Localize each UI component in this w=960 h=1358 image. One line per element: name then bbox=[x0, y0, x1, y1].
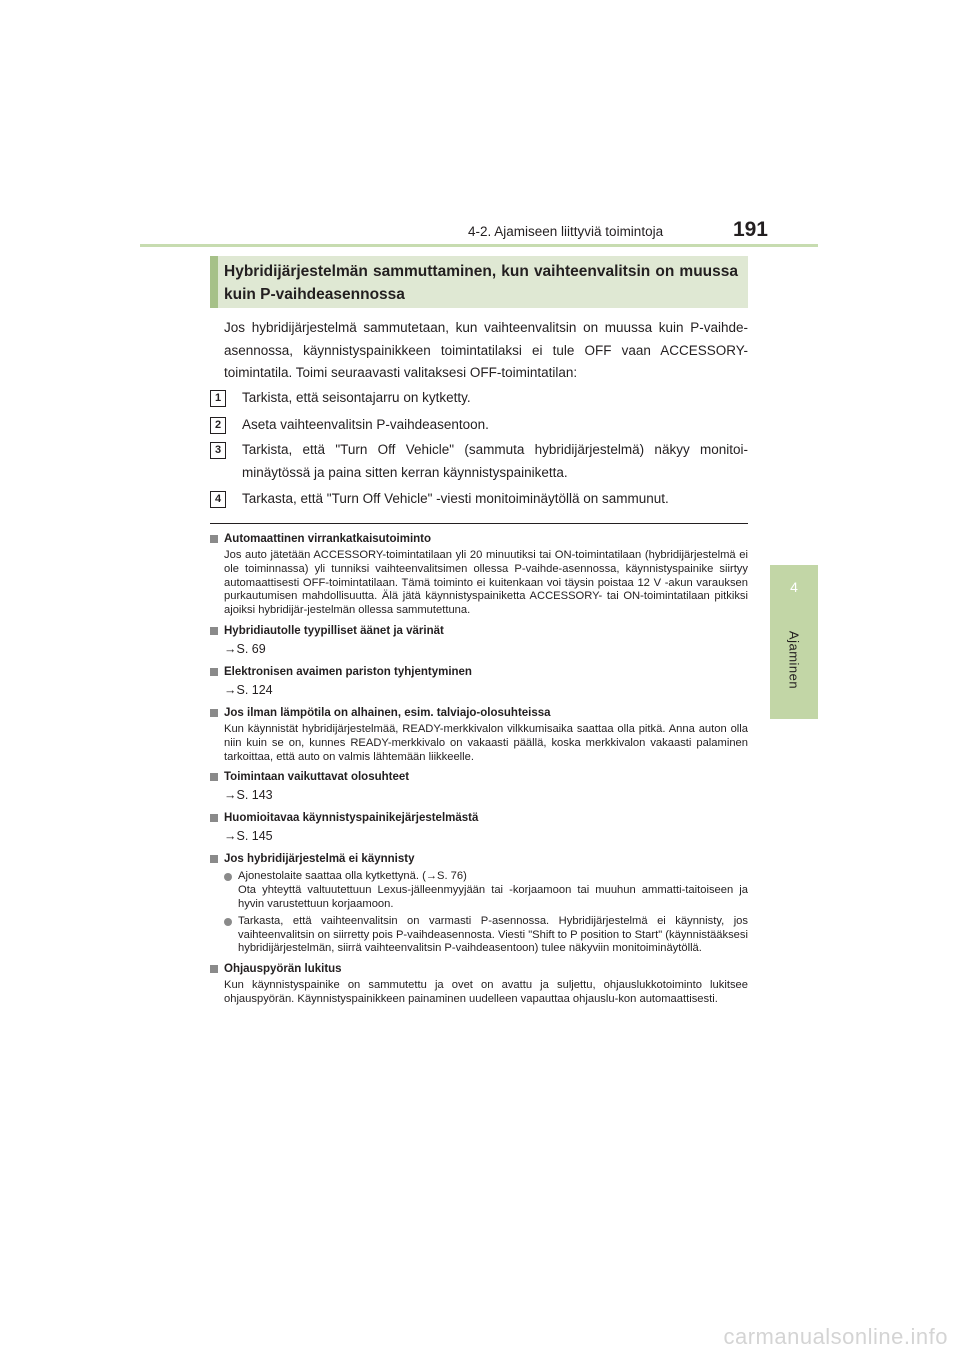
square-bullet-icon bbox=[210, 709, 218, 717]
note-title: Toimintaan vaikuttavat olosuhteet bbox=[224, 771, 410, 784]
page-reference-link[interactable]: →S. 145 bbox=[224, 829, 273, 844]
square-bullet-icon bbox=[210, 855, 218, 863]
chapter-title: 4-2. Ajamiseen liittyviä toimintoja bbox=[468, 224, 664, 239]
section-title: Hybridijärjestelmän sammuttaminen, kun vaihteenvalitsin on muussa kuin P-vaihdeasennossa bbox=[224, 263, 738, 303]
step-text: Tarkasta, että "Turn Off Vehicle" -viesti monitoiminäytöllä on sammunut. bbox=[242, 491, 669, 506]
step-text: Tarkista, että "Turn Off Vehicle" (sammuta hybridijärjestelmä) näkyy monitoi-minäytössä ja paina sitten kerran käynnistyspainiketta. bbox=[242, 442, 748, 480]
step-number: 3 bbox=[210, 442, 226, 459]
note-body: Kun käynnistät hybridijärjestelmää, READY-merkkivalon vilkkumisaika saattaa olla pitkä. Anna auton olla niin kuin se on, kunnes READY-merkkivalo on vakaasti päällä, koska merkkivalon vakaasti palaminen tarkoittaa, että auto on valmis lähtemään liikkeelle. bbox=[224, 722, 748, 763]
note-title: Jos hybridijärjestelmä ei käynnisty bbox=[224, 853, 415, 866]
header-rule bbox=[140, 244, 818, 247]
round-bullet-icon bbox=[224, 873, 232, 881]
chapter-number: 4 bbox=[790, 579, 798, 595]
note-key-battery bbox=[210, 664, 748, 700]
note-hybrid-not-starting bbox=[210, 851, 748, 956]
note-body: Kun käynnistyspainike on sammutettu ja ovet on avattu ja suljettu, ohjauslukkotoiminto lukitsee ohjauspyörän. Käynnistyspainikkeen painaminen uudelleen vapauttaa ohjauslu-kon automaattisesti. bbox=[224, 979, 748, 1005]
section-heading-box bbox=[210, 256, 748, 308]
note-sub-bullet bbox=[210, 870, 748, 911]
note-title: Hybridiautolle tyypilliset äänet ja värinät bbox=[224, 624, 444, 637]
note-title: Jos ilman lämpötila on alhainen, esim. talviajo-olosuhteissa bbox=[224, 706, 551, 719]
section-intro: Jos hybridijärjestelmä sammutetaan, kun vaihteenvalitsin on muussa kuin P-vaihde-asennossa, käynnistyspainikkeen toimintatilaksi ei tule OFF vaan ACCESSORY-toimintatila. Toimi seuraavasti valitaksesi OFF-toimintatilan: bbox=[224, 320, 748, 380]
step-number: 1 bbox=[210, 390, 226, 407]
step-text: Tarkista, että seisontajarru on kytketty. bbox=[242, 390, 471, 405]
step-number: 4 bbox=[210, 491, 226, 508]
page-number: 191 bbox=[732, 218, 768, 241]
page-reference-link[interactable]: →S. 124 bbox=[224, 682, 273, 697]
note-auto-power-off bbox=[210, 531, 748, 618]
note-steering-lock bbox=[210, 961, 748, 1007]
note-body: Jos auto jätetään ACCESSORY-toimintatilaan yli 20 minuutiksi tai ON-toimintatilaan (hybridijärjestelmä ei ole toiminnassa) yli tunniksi vaihteenvalitsimen ollessa P-vaihde-asennossa, käynnistyspainike siirtyy automaattisesti OFF-toimintatilaan. Tämä toiminto ei kuitenkaan voi täysin poistaa 12 V -akun varauksen purkautumisen mahdollisuutta. Älä jätä käynnistyspainiketta ACCESSORY- tai ON-toimintatilaan pitkiksi ajoiksi hybridijär-jestelmän ollessa sammutettuna. bbox=[224, 549, 748, 617]
notes-divider bbox=[210, 523, 748, 524]
note-hybrid-sounds bbox=[210, 623, 748, 659]
notes-list bbox=[210, 531, 748, 1012]
square-bullet-icon bbox=[210, 773, 218, 781]
sub-bullet-text: Tarkasta, että vaihteenvalitsin on varmasti P-asennossa. Hybridijärjestelmä ei käynnisty, jos vaihteenvalitsin on siirretty pois P-vaihdeasennosta. Viesti "Shift to P position to Start" (käynnistääksesi hybridijärjestelmän, siirrä vaihteenvalitsin P-vaihdeasentoon) tulee näkyviin monitoiminäytöllä. bbox=[238, 914, 748, 955]
note-push-start-system bbox=[210, 810, 748, 846]
round-bullet-icon bbox=[224, 918, 232, 926]
note-cold-weather bbox=[210, 705, 748, 764]
note-title: Ohjauspyörän lukitus bbox=[224, 963, 342, 976]
square-bullet-icon bbox=[210, 814, 218, 822]
chapter-side-label: Ajaminen bbox=[786, 630, 802, 690]
site-watermark: carmanualsonline.info bbox=[723, 1324, 948, 1349]
note-title: Huomioitavaa käynnistyspainikejärjestelmästä bbox=[224, 812, 479, 825]
page-header bbox=[140, 218, 818, 246]
note-sub-bullet bbox=[210, 915, 748, 956]
sub-bullet-text: Ajonestolaite saattaa olla kytkettynä. (→S. 76) Ota yhteyttä valtuutettuun Lexus-jälleenmyyjään tai -korjaamoon tai muuhun ammatti-taitoiseen ja hyvin varustettuun korjaamoon. bbox=[238, 870, 748, 910]
section-accent-bar bbox=[210, 256, 218, 308]
square-bullet-icon bbox=[210, 668, 218, 676]
square-bullet-icon bbox=[210, 535, 218, 543]
note-title: Automaattinen virrankatkaisutoiminto bbox=[224, 533, 432, 545]
note-title: Elektronisen avaimen pariston tyhjentyminen bbox=[224, 665, 472, 678]
page-reference-link[interactable]: →S. 69 bbox=[224, 641, 266, 656]
page-reference-link[interactable]: →S. 143 bbox=[224, 788, 273, 803]
square-bullet-icon bbox=[210, 627, 218, 635]
note-operating-conditions bbox=[210, 769, 748, 805]
square-bullet-icon bbox=[210, 965, 218, 973]
step-text: Aseta vaihteenvalitsin P-vaihdeasentoon. bbox=[242, 417, 489, 432]
step-number: 2 bbox=[210, 417, 226, 434]
